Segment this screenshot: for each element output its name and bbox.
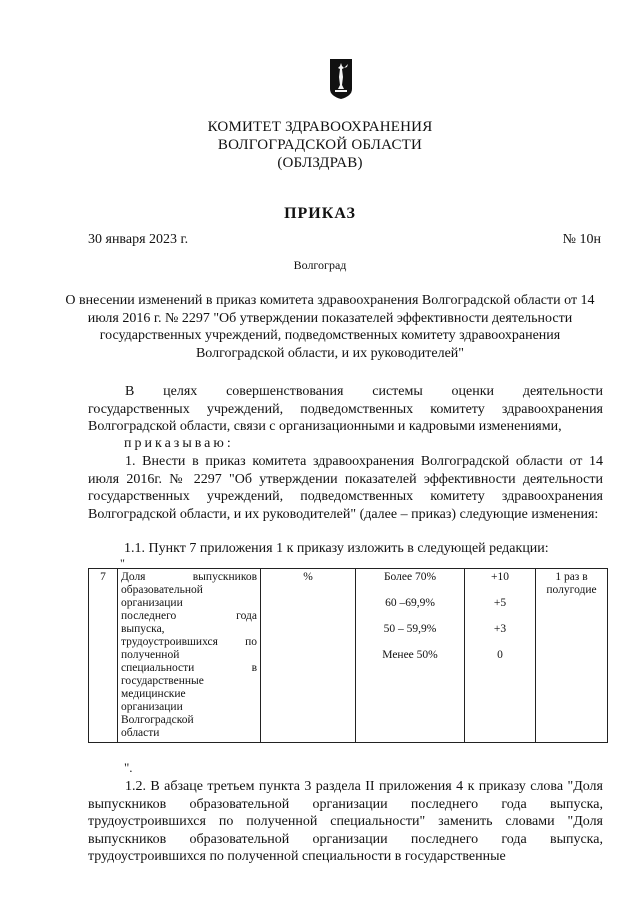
criteria-value: Менее 50% xyxy=(382,649,438,661)
indicator-name-line: Волгоградской xyxy=(121,714,194,726)
criteria-value: Более 70% xyxy=(383,571,437,583)
indicator-name-line: последнего года xyxy=(121,610,257,622)
points-value: 0 xyxy=(497,649,503,661)
criteria-value: 50 – 59,9% xyxy=(383,623,437,635)
points-value: +10 xyxy=(491,571,509,583)
document-date: 30 января 2023 г. xyxy=(88,232,189,247)
indicator-period: 1 раз в полугодие xyxy=(536,569,608,743)
preamble-first-line: В целях совершенствования системы оценки деятельности xyxy=(125,384,603,399)
order-word: приказываю: xyxy=(124,436,234,451)
indicator-name-line: образовательной xyxy=(121,584,203,596)
indicator-points xyxy=(465,569,536,743)
indicator-name-line: организации xyxy=(121,597,183,609)
document-city: Волгоград xyxy=(293,258,347,272)
points-value: +5 xyxy=(493,597,507,609)
table-row xyxy=(89,569,608,743)
indicator-table xyxy=(88,568,608,743)
indicator-name-line: области xyxy=(121,727,160,739)
points-value: +3 xyxy=(493,623,507,635)
indicator-name-line: Доля выпускников xyxy=(121,571,257,583)
document-type: ПРИКАЗ xyxy=(284,205,356,222)
indicator-name-line: трудоустроившихся по xyxy=(121,636,257,648)
document-number: № 10н xyxy=(562,232,601,247)
clause-1: 1. Внести в приказ комитета здравоохранения Волгоградской области от 14 июля 2016г. № 2297 "Об утверждении показателей эффективности деятельности государственных учреждений, подведомственных комитету здравоохранения Волгоградской области, и их руководителей" (далее – приказ) следующие изменения: xyxy=(88,454,603,522)
indicator-name-line: специальности в xyxy=(121,662,257,674)
quote-open: " xyxy=(120,556,125,570)
indicator-name-line: выпуска, xyxy=(121,623,165,635)
indicator-criteria xyxy=(356,569,465,743)
preamble-rest: государственных учреждений, подведомственных комитету здравоохранения Волгоградской области, связи с организационными и кадровыми изменениями, xyxy=(88,401,603,434)
quote-close: ". xyxy=(124,760,133,775)
indicator-unit: % xyxy=(261,569,356,743)
clause-1-1: 1.1. Пункт 7 приложения 1 к приказу изложить в следующей редакции: xyxy=(124,541,549,556)
indicator-number: 7 xyxy=(89,569,118,743)
volgograd-emblem-icon xyxy=(329,59,353,99)
indicator-name-line: государственные xyxy=(121,675,204,687)
indicator-name-line: полученной xyxy=(121,649,180,661)
preamble-paragraph xyxy=(88,383,603,436)
org-name-line2: ВОЛГОГРАДСКОЙ ОБЛАСТИ xyxy=(217,137,423,153)
org-name-line1: КОМИТЕТ ЗДРАВООХРАНЕНИЯ xyxy=(207,119,433,135)
clause-1-2: 1.2. В абзаце третьем пункта 3 раздела II приложения 4 к приказу слова "Доля выпускников образовательной организации последнего года выпуска, трудоустроившихся по полученной специальности" заменить словами "Доля выпускников образовательной организации последнего года выпуска, трудоустроившихся по полученной специальности в государственные xyxy=(88,779,603,864)
indicator-name-line: медицинские xyxy=(121,688,186,700)
indicator-name-line: организации xyxy=(121,701,183,713)
document-subject: О внесении изменений в приказ комитета здравоохранения Волгоградской области от 14 июля 2016 г. № 2297 "Об утверждении показателей эффективности деятельности государственных учреждений, подведомственных комитету здравоохранения Волгоградской области, и их руководителей" xyxy=(65,293,595,361)
indicator-name xyxy=(118,569,261,743)
org-abbreviation: (ОБЛЗДРАВ) xyxy=(277,155,363,171)
criteria-value: 60 –69,9% xyxy=(385,597,435,609)
